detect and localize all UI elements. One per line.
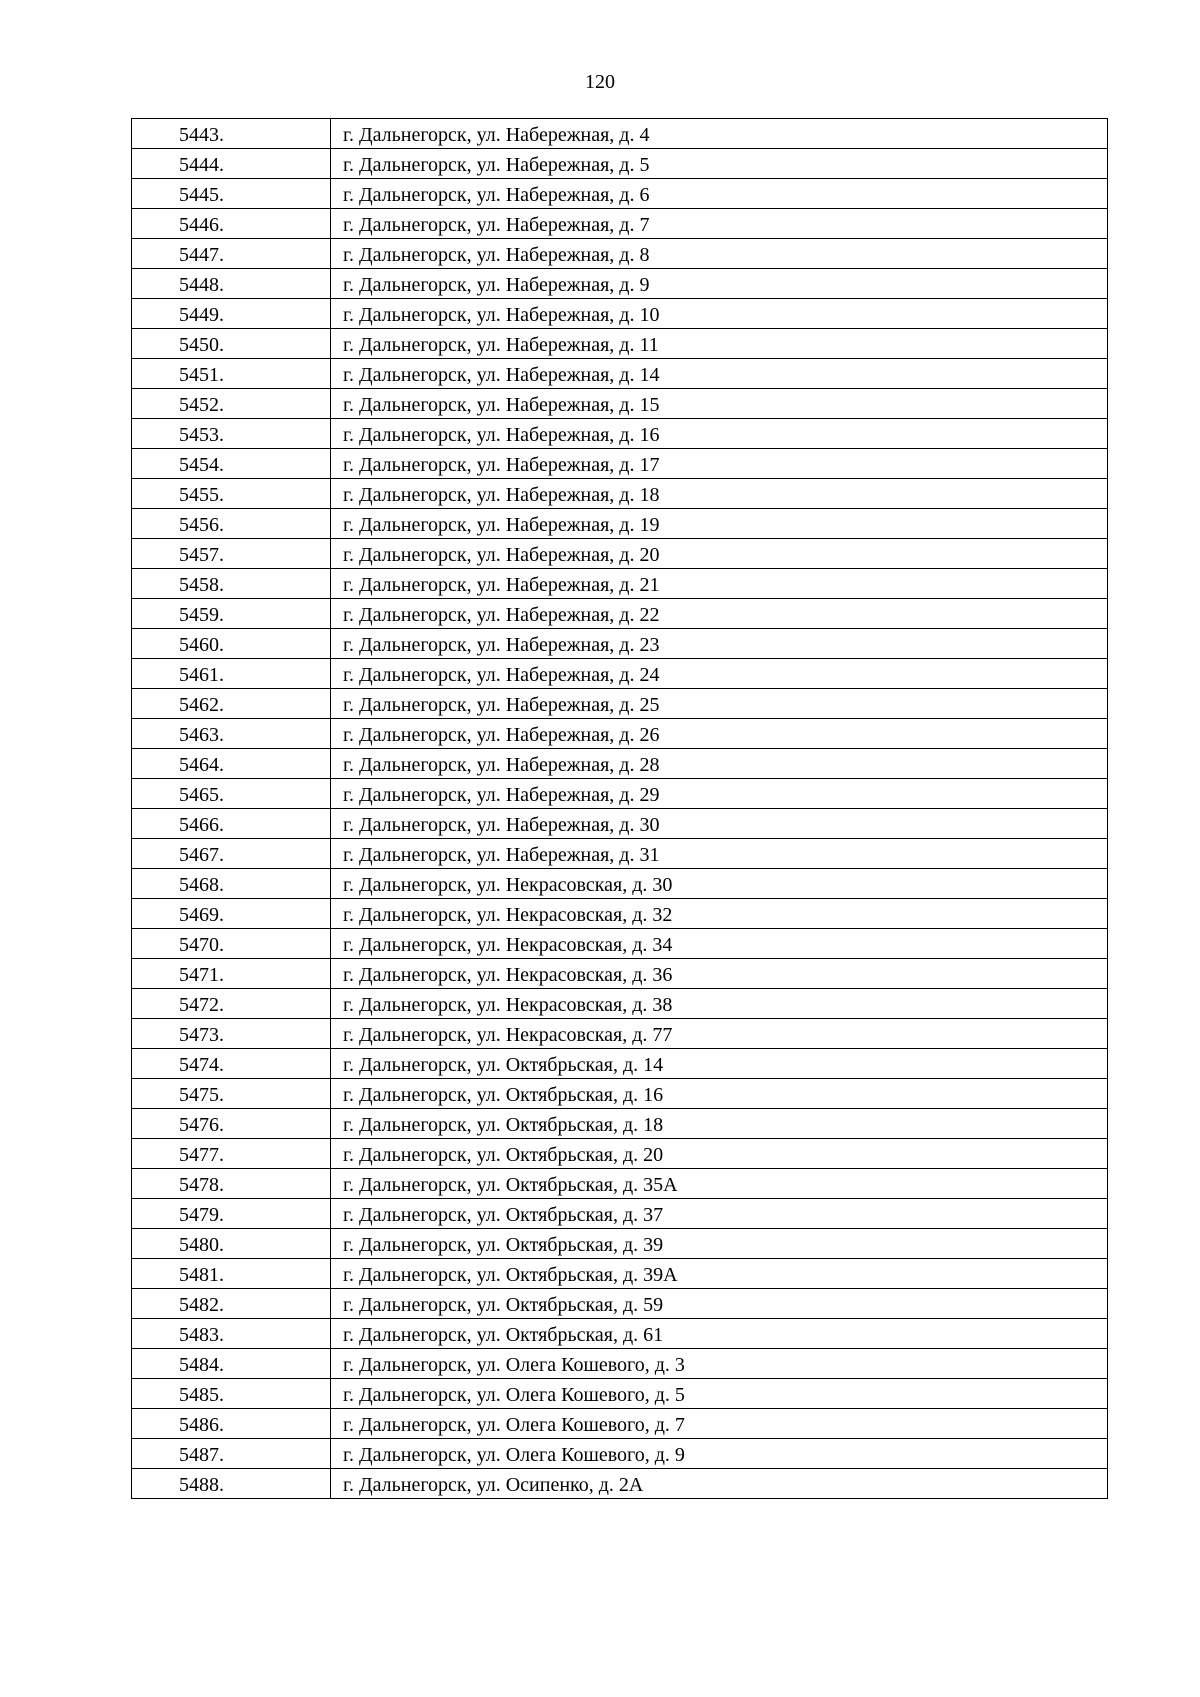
row-number-cell: 5471. (132, 959, 331, 989)
row-number-cell: 5447. (132, 239, 331, 269)
address-cell: г. Дальнегорск, ул. Олега Кошевого, д. 9 (331, 1439, 1108, 1469)
address-cell: г. Дальнегорск, ул. Некрасовская, д. 38 (331, 989, 1108, 1019)
table-row (132, 929, 1108, 959)
table-row (132, 599, 1108, 629)
table-row (132, 119, 1108, 149)
row-number-cell: 5477. (132, 1139, 331, 1169)
row-number-cell: 5465. (132, 779, 331, 809)
table-row (132, 1289, 1108, 1319)
table-row (132, 809, 1108, 839)
row-number-cell: 5449. (132, 299, 331, 329)
table-row (132, 269, 1108, 299)
address-cell: г. Дальнегорск, ул. Набережная, д. 7 (331, 209, 1108, 239)
address-cell: г. Дальнегорск, ул. Набережная, д. 9 (331, 269, 1108, 299)
table-row (132, 749, 1108, 779)
address-cell: г. Дальнегорск, ул. Октябрьская, д. 39А (331, 1259, 1108, 1289)
address-cell: г. Дальнегорск, ул. Набережная, д. 30 (331, 809, 1108, 839)
row-number-cell: 5486. (132, 1409, 331, 1439)
row-number-cell: 5478. (132, 1169, 331, 1199)
row-number-cell: 5485. (132, 1379, 331, 1409)
table-row (132, 359, 1108, 389)
address-cell: г. Дальнегорск, ул. Октябрьская, д. 37 (331, 1199, 1108, 1229)
row-number-cell: 5469. (132, 899, 331, 929)
row-number-cell: 5450. (132, 329, 331, 359)
address-cell: г. Дальнегорск, ул. Олега Кошевого, д. 7 (331, 1409, 1108, 1439)
row-number-cell: 5482. (132, 1289, 331, 1319)
address-cell: г. Дальнегорск, ул. Набережная, д. 29 (331, 779, 1108, 809)
address-cell: г. Дальнегорск, ул. Октябрьская, д. 59 (331, 1289, 1108, 1319)
address-cell: г. Дальнегорск, ул. Набережная, д. 23 (331, 629, 1108, 659)
row-number-cell: 5484. (132, 1349, 331, 1379)
row-number-cell: 5464. (132, 749, 331, 779)
table-row (132, 779, 1108, 809)
address-cell: г. Дальнегорск, ул. Набережная, д. 25 (331, 689, 1108, 719)
table-row (132, 899, 1108, 929)
address-cell: г. Дальнегорск, ул. Набережная, д. 6 (331, 179, 1108, 209)
row-number-cell: 5456. (132, 509, 331, 539)
address-cell: г. Дальнегорск, ул. Набережная, д. 5 (331, 149, 1108, 179)
table-row (132, 1109, 1108, 1139)
address-cell: г. Дальнегорск, ул. Некрасовская, д. 32 (331, 899, 1108, 929)
address-cell: г. Дальнегорск, ул. Набережная, д. 15 (331, 389, 1108, 419)
table-row (132, 959, 1108, 989)
row-number-cell: 5472. (132, 989, 331, 1019)
address-cell: г. Дальнегорск, ул. Олега Кошевого, д. 3 (331, 1349, 1108, 1379)
address-cell: г. Дальнегорск, ул. Октябрьская, д. 61 (331, 1319, 1108, 1349)
table-row (132, 1049, 1108, 1079)
row-number-cell: 5445. (132, 179, 331, 209)
row-number-cell: 5468. (132, 869, 331, 899)
row-number-cell: 5461. (132, 659, 331, 689)
address-table (131, 118, 1108, 1499)
row-number-cell: 5457. (132, 539, 331, 569)
row-number-cell: 5474. (132, 1049, 331, 1079)
row-number-cell: 5476. (132, 1109, 331, 1139)
address-cell: г. Дальнегорск, ул. Некрасовская, д. 77 (331, 1019, 1108, 1049)
address-cell: г. Дальнегорск, ул. Набережная, д. 19 (331, 509, 1108, 539)
table-body (132, 119, 1108, 1499)
table-row (132, 569, 1108, 599)
row-number-cell: 5453. (132, 419, 331, 449)
row-number-cell: 5483. (132, 1319, 331, 1349)
row-number-cell: 5466. (132, 809, 331, 839)
row-number-cell: 5488. (132, 1469, 331, 1499)
row-number-cell: 5487. (132, 1439, 331, 1469)
table-row (132, 629, 1108, 659)
address-cell: г. Дальнегорск, ул. Набережная, д. 17 (331, 449, 1108, 479)
table-row (132, 449, 1108, 479)
table-row (132, 1229, 1108, 1259)
table-row (132, 419, 1108, 449)
row-number-cell: 5448. (132, 269, 331, 299)
table-row (132, 1079, 1108, 1109)
row-number-cell: 5473. (132, 1019, 331, 1049)
address-cell: г. Дальнегорск, ул. Набережная, д. 20 (331, 539, 1108, 569)
address-cell: г. Дальнегорск, ул. Набережная, д. 16 (331, 419, 1108, 449)
table-row (132, 299, 1108, 329)
row-number-cell: 5480. (132, 1229, 331, 1259)
table-row (132, 659, 1108, 689)
table-row (132, 1349, 1108, 1379)
address-cell: г. Дальнегорск, ул. Осипенко, д. 2А (331, 1469, 1108, 1499)
table-row (132, 869, 1108, 899)
row-number-cell: 5446. (132, 209, 331, 239)
address-cell: г. Дальнегорск, ул. Набережная, д. 14 (331, 359, 1108, 389)
address-cell: г. Дальнегорск, ул. Октябрьская, д. 20 (331, 1139, 1108, 1169)
table-row (132, 1139, 1108, 1169)
table-row (132, 149, 1108, 179)
table-row (132, 209, 1108, 239)
table-row (132, 239, 1108, 269)
row-number-cell: 5475. (132, 1079, 331, 1109)
table-row (132, 1379, 1108, 1409)
row-number-cell: 5462. (132, 689, 331, 719)
row-number-cell: 5470. (132, 929, 331, 959)
table-row (132, 329, 1108, 359)
row-number-cell: 5458. (132, 569, 331, 599)
address-cell: г. Дальнегорск, ул. Набережная, д. 28 (331, 749, 1108, 779)
address-cell: г. Дальнегорск, ул. Набережная, д. 21 (331, 569, 1108, 599)
address-cell: г. Дальнегорск, ул. Олега Кошевого, д. 5 (331, 1379, 1108, 1409)
table-row (132, 509, 1108, 539)
address-cell: г. Дальнегорск, ул. Октябрьская, д. 14 (331, 1049, 1108, 1079)
address-cell: г. Дальнегорск, ул. Набережная, д. 24 (331, 659, 1108, 689)
row-number-cell: 5454. (132, 449, 331, 479)
table-row (132, 1439, 1108, 1469)
table-row (132, 719, 1108, 749)
address-cell: г. Дальнегорск, ул. Октябрьская, д. 16 (331, 1079, 1108, 1109)
row-number-cell: 5451. (132, 359, 331, 389)
row-number-cell: 5479. (132, 1199, 331, 1229)
address-cell: г. Дальнегорск, ул. Набережная, д. 31 (331, 839, 1108, 869)
table-row (132, 179, 1108, 209)
table-row (132, 1409, 1108, 1439)
address-cell: г. Дальнегорск, ул. Некрасовская, д. 30 (331, 869, 1108, 899)
row-number-cell: 5467. (132, 839, 331, 869)
table-row (132, 1169, 1108, 1199)
row-number-cell: 5444. (132, 149, 331, 179)
table-row (132, 1199, 1108, 1229)
address-cell: г. Дальнегорск, ул. Набережная, д. 18 (331, 479, 1108, 509)
row-number-cell: 5459. (132, 599, 331, 629)
row-number-cell: 5443. (132, 119, 331, 149)
row-number-cell: 5460. (132, 629, 331, 659)
address-cell: г. Дальнегорск, ул. Некрасовская, д. 36 (331, 959, 1108, 989)
table-row (132, 1019, 1108, 1049)
address-cell: г. Дальнегорск, ул. Октябрьская, д. 18 (331, 1109, 1108, 1139)
row-number-cell: 5481. (132, 1259, 331, 1289)
table-row (132, 389, 1108, 419)
address-cell: г. Дальнегорск, ул. Набережная, д. 8 (331, 239, 1108, 269)
address-cell: г. Дальнегорск, ул. Октябрьская, д. 39 (331, 1229, 1108, 1259)
table-row (132, 479, 1108, 509)
page-number: 120 (585, 71, 615, 93)
row-number-cell: 5463. (132, 719, 331, 749)
address-cell: г. Дальнегорск, ул. Набережная, д. 22 (331, 599, 1108, 629)
address-cell: г. Дальнегорск, ул. Набережная, д. 26 (331, 719, 1108, 749)
table-row (132, 1319, 1108, 1349)
address-cell: г. Дальнегорск, ул. Октябрьская, д. 35А (331, 1169, 1108, 1199)
table-row (132, 539, 1108, 569)
table-row (132, 1259, 1108, 1289)
table-row (132, 1469, 1108, 1499)
table-row (132, 839, 1108, 869)
table-row (132, 689, 1108, 719)
row-number-cell: 5452. (132, 389, 331, 419)
row-number-cell: 5455. (132, 479, 331, 509)
table-row (132, 989, 1108, 1019)
address-cell: г. Дальнегорск, ул. Набережная, д. 4 (331, 119, 1108, 149)
address-cell: г. Дальнегорск, ул. Некрасовская, д. 34 (331, 929, 1108, 959)
address-cell: г. Дальнегорск, ул. Набережная, д. 10 (331, 299, 1108, 329)
address-cell: г. Дальнегорск, ул. Набережная, д. 11 (331, 329, 1108, 359)
